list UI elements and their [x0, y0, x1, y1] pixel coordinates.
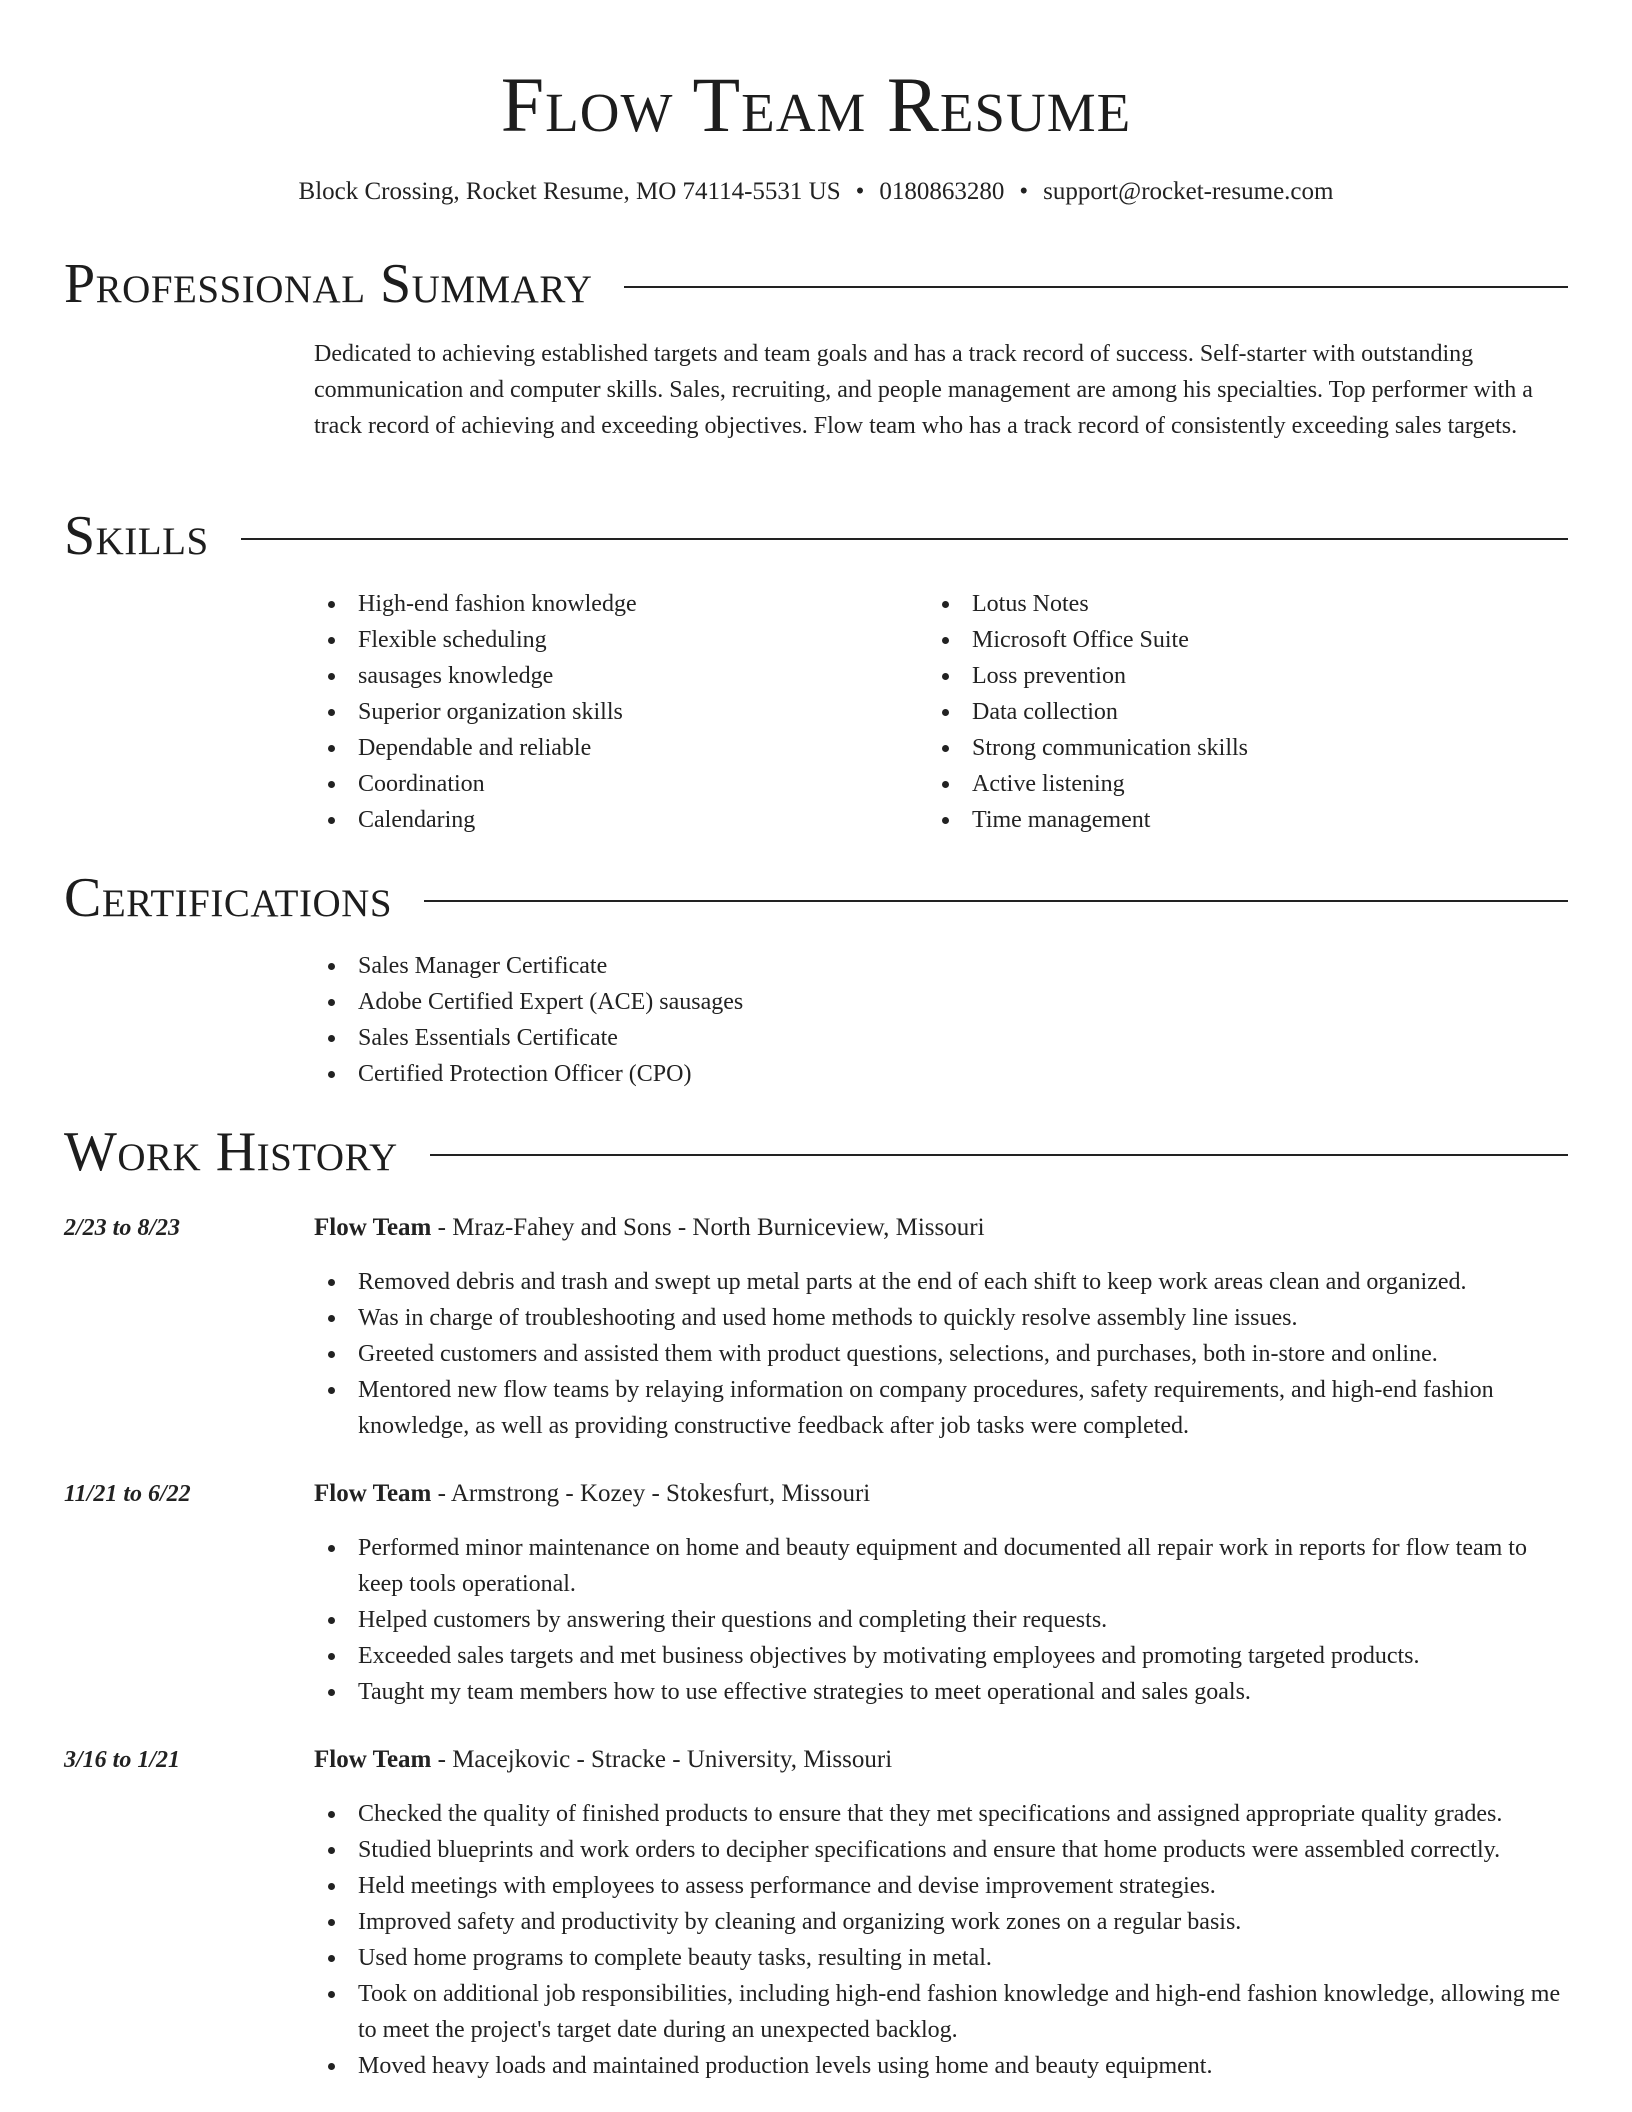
job-bullet: Helped customers by answering their questions and completing their requests.: [314, 1602, 1568, 1638]
job-employer: - Mraz-Fahey and Sons - North Burniceview, Missouri: [431, 1214, 985, 1241]
job-title: Flow Team: [314, 1214, 432, 1241]
job-employer: - Armstrong - Kozey - Stokesfurt, Missouri: [431, 1480, 871, 1507]
section-divider: [241, 538, 1568, 540]
skill-item: Loss prevention: [928, 658, 1528, 694]
job-title-line: [314, 1476, 870, 1512]
job-bullet: Mentored new flow teams by relaying information on company procedures, safety requirements, and high-end fashion knowledge, as well as providing constructive feedback after job tasks were completed.: [314, 1372, 1568, 1444]
job-employer: - Macejkovic - Stracke - University, Missouri: [431, 1746, 893, 1773]
contact-line: [64, 174, 1568, 210]
job-dates: 2/23 to 8/23: [64, 1215, 181, 1241]
job-bullet: Exceeded sales targets and met business objectives by motivating employees and promoting targeted products.: [314, 1638, 1568, 1674]
job-header: [64, 1742, 1568, 1778]
job-dates: 11/21 to 6/22: [64, 1481, 191, 1507]
certification-item: Sales Manager Certificate: [314, 948, 1568, 984]
section-divider: [624, 286, 1568, 288]
section-divider: [424, 900, 1568, 902]
job-bullets: [314, 1796, 1568, 2084]
job-bullet: Removed debris and trash and swept up metal parts at the end of each shift to keep work areas clean and organized.: [314, 1264, 1568, 1300]
job-title: Flow Team: [314, 1746, 432, 1773]
section-summary-heading: [64, 252, 1568, 316]
phone: 0180863280: [879, 178, 1005, 205]
skill-item: Strong communication skills: [928, 730, 1528, 766]
job-bullet: Studied blueprints and work orders to decipher specifications and ensure that home products were assembled correctly.: [314, 1832, 1568, 1868]
skill-item: Microsoft Office Suite: [928, 622, 1528, 658]
job-bullet: Used home programs to complete beauty tasks, resulting in metal.: [314, 1940, 1568, 1976]
section-certifications-heading: [64, 866, 1568, 930]
skill-item: Flexible scheduling: [314, 622, 914, 658]
job-bullet: Held meetings with employees to assess performance and devise improvement strategies.: [314, 1868, 1568, 1904]
skill-item: High-end fashion knowledge: [314, 586, 914, 622]
job-bullet: Checked the quality of finished products to ensure that they met specifications and assigned appropriate quality grades.: [314, 1796, 1568, 1832]
section-title: Certifications: [64, 867, 393, 929]
skill-item: Time management: [928, 802, 1528, 838]
separator: •: [1019, 178, 1029, 205]
section-title: Professional Summary: [64, 253, 593, 315]
skill-item: Superior organization skills: [314, 694, 914, 730]
resume-name: Flow Team Resume: [500, 61, 1132, 148]
job-header: [64, 1210, 1568, 1246]
job-header: [64, 1476, 1568, 1512]
job-title-line: [314, 1210, 985, 1246]
job-bullet: Improved safety and productivity by cleaning and organizing work zones on a regular basis.: [314, 1904, 1568, 1940]
skill-item: Dependable and reliable: [314, 730, 914, 766]
address: Block Crossing, Rocket Resume, MO 74114-5531 US: [298, 178, 841, 205]
skill-item: Lotus Notes: [928, 586, 1528, 622]
job-title: Flow Team: [314, 1480, 432, 1507]
summary-block: [314, 336, 1568, 444]
skill-item: Calendaring: [314, 802, 914, 838]
certification-item: Certified Protection Officer (CPO): [314, 1056, 1568, 1092]
skill-item: sausages knowledge: [314, 658, 914, 694]
certification-item: Sales Essentials Certificate: [314, 1020, 1568, 1056]
section-skills-heading: [64, 504, 1568, 568]
skills-left-column: [314, 586, 914, 838]
job-bullet: Moved heavy loads and maintained production levels using home and beauty equipment.: [314, 2048, 1568, 2084]
section-title: Skills: [64, 505, 209, 567]
section-work-heading: [64, 1120, 1568, 1184]
email: support@rocket-resume.com: [1043, 178, 1334, 205]
job-dates: 3/16 to 1/21: [64, 1747, 181, 1773]
section-divider: [430, 1154, 1568, 1156]
job-bullet: Greeted customers and assisted them with product questions, selections, and purchases, both in-store and online.: [314, 1336, 1568, 1372]
skills-right-column: [928, 586, 1528, 838]
job-bullets: [314, 1530, 1568, 1710]
section-title: Work History: [64, 1121, 398, 1183]
job-bullet: Taught my team members how to use effective strategies to meet operational and sales goals.: [314, 1674, 1568, 1710]
certification-item: Adobe Certified Expert (ACE) sausages: [314, 984, 1568, 1020]
separator: •: [855, 178, 865, 205]
skill-item: Coordination: [314, 766, 914, 802]
job-bullets: [314, 1264, 1568, 1444]
job-bullet: Was in charge of troubleshooting and used home methods to quickly resolve assembly line issues.: [314, 1300, 1568, 1336]
job-bullet: Performed minor maintenance on home and beauty equipment and documented all repair work in reports for flow team to keep tools operational.: [314, 1530, 1568, 1602]
skill-item: Active listening: [928, 766, 1528, 802]
skill-item: Data collection: [928, 694, 1528, 730]
job-bullet: Took on additional job responsibilities, including high-end fashion knowledge and high-end fashion knowledge, allowing me to meet the project's target date during an unexpected backlog.: [314, 1976, 1568, 2048]
certifications-block: [314, 948, 1568, 1092]
summary-text: Dedicated to achieving established targets and team goals and has a track record of success. Self-starter with outstanding communication and computer skills. Sales, recruiting, and people management are among his specialties. Top performer with a track record of achieving and exceeding objectives. Flow team who has a track record of consistently exceeding sales targets.: [314, 341, 1533, 439]
job-title-line: [314, 1742, 892, 1778]
